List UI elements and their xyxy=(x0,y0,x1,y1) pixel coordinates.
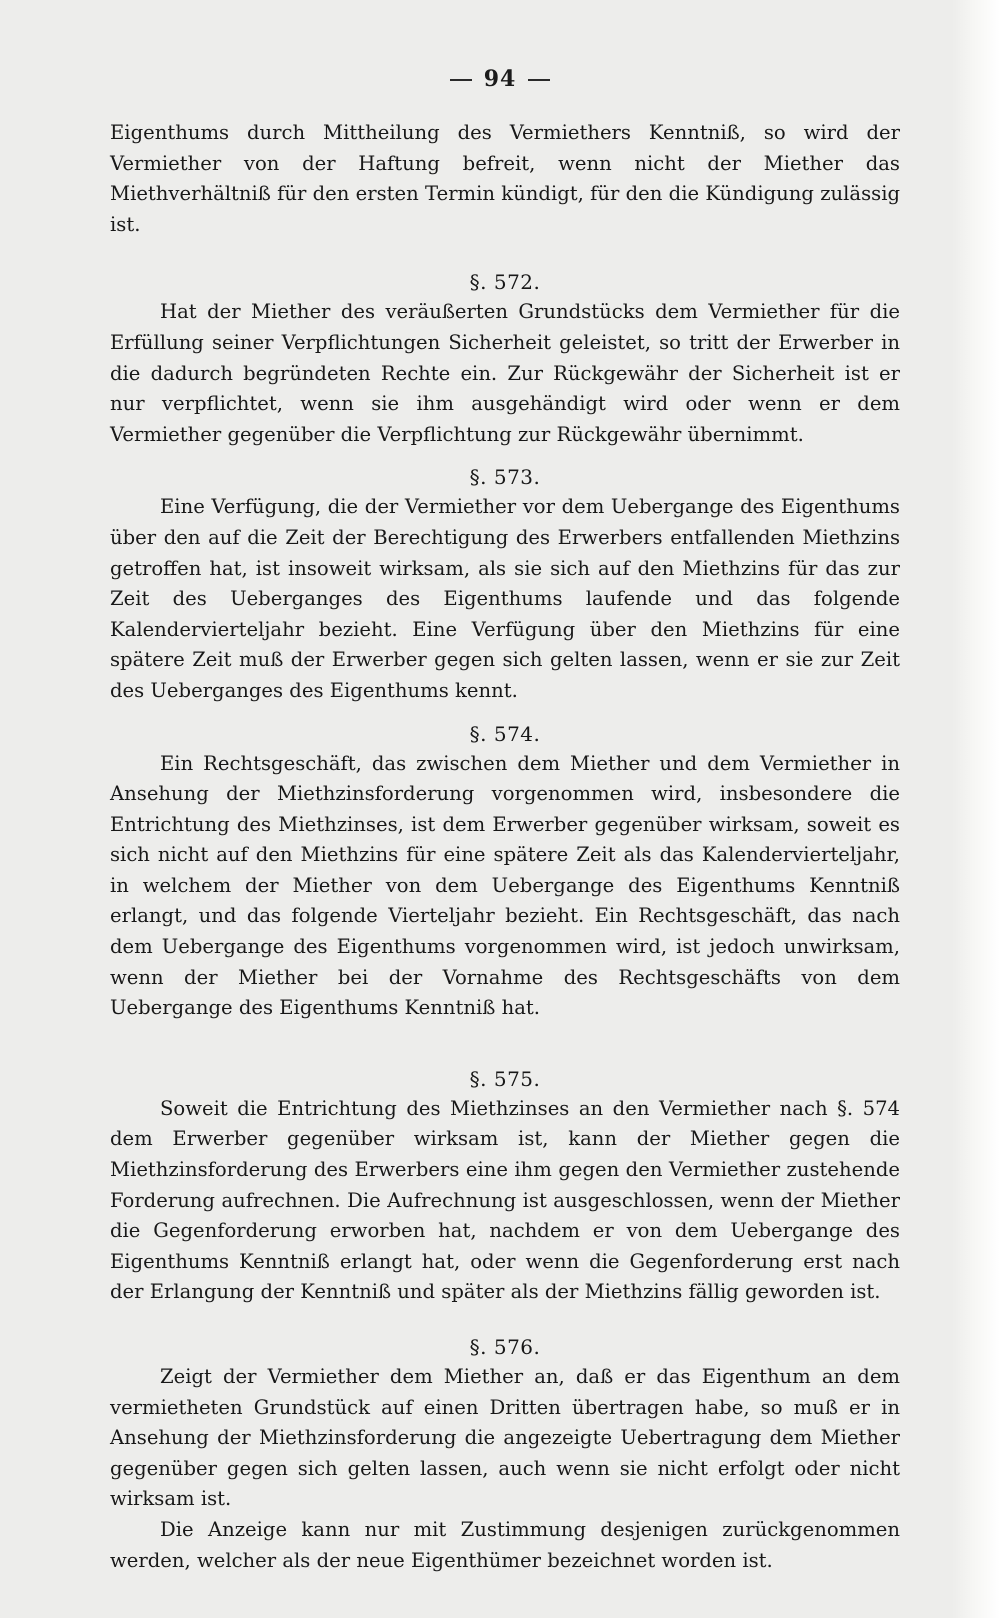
paragraph-575: Soweit die Entrichtung des Miethzinses an den Vermiether nach §. 574 dem Erwerber gegenüber wirksam ist, kann der Miether gegen die Miethzinsforderung des Erwerbers eine ihm gegen den Vermiether zustehende Forderung aufrechnen. Die Aufrechnung ist ausgeschlossen, wenn der Miether die Gegenforderung erworben hat, nachdem er von dem Uebergange des Eigenthums Kenntniß erlangt hat, oder wenn die Gegenforderung erst nach der Erlangung der Kenntniß und später als der Miethzins fällig geworden ist. xyxy=(110,1096,900,1304)
page-body xyxy=(110,118,900,1576)
page-header xyxy=(0,66,1000,92)
page-binding-edge xyxy=(952,0,1000,1618)
paragraph-576-second: Die Anzeige kann nur mit Zustimmung desjenigen zurückgenommen werden, welcher als der neue Eigenthümer bezeichnet worden ist. xyxy=(110,1517,900,1572)
paragraph-continued: Eigenthums durch Mittheilung des Vermiethers Kenntniß, so wird der Vermiether von der Haftung befreit, wenn nicht der Miether das Miethverhältniß für den ersten Termin kündigt, für den die Kündigung zulässig ist. xyxy=(110,121,900,236)
section-heading-576: §. 576. xyxy=(469,1335,541,1359)
section-heading-575: §. 575. xyxy=(469,1066,541,1091)
paragraph-576-first: Zeigt der Vermiether dem Miether an, daß er das Eigenthum an dem vermietheten Grundstück auf einen Dritten übertragen habe, so muß er in Ansehung der Miethzinsforderung die angezeigte Uebertragung dem Miether gegenüber gegen sich gelten lassen, auch wenn sie nicht erfolgt oder nicht wirksam ist. xyxy=(110,1365,900,1511)
header-dash-right xyxy=(528,79,550,81)
section-heading-572: §. 572. xyxy=(469,270,541,295)
header-dash-left xyxy=(450,79,472,81)
paragraph-574: Ein Rechtsgeschäft, das zwischen dem Miether und dem Vermiether in Ansehung der Miethzinsforderung vorgenommen wird, insbesondere die Entrichtung des Miethzinses, ist dem Erwerber gegenüber wirksam, soweit es sich nicht auf den Miethzins für eine spätere Zeit als das Kalendervierteljahr, in welchem der Miether von dem Uebergange des Eigenthums Kenntniß erlangt, und das folgende Vierteljahr bezieht. Ein Rechtsgeschäft, das nach dem Uebergange des Eigenthums vorgenommen wird, ist jedoch unwirksam, wenn der Miether bei der Vornahme des Rechtsgeschäfts von dem Uebergange des Eigenthums Kenntniß hat. xyxy=(110,751,900,1020)
paragraph-573: Eine Verfügung, die der Vermiether vor dem Uebergange des Eigenthums über den auf die Zeit der Berechtigung des Erwerbers entfallenden Miethzins getroffen hat, ist insoweit wirksam, als sie sich auf den Miethzins für das zur Zeit des Ueberganges des Eigenthums laufende und das folgende Kalendervierteljahr bezieht. Eine Verfügung über den Miethzins für eine spätere Zeit muß der Erwerber gegen sich gelten lassen, wenn er sie zur Zeit des Ueberganges des Eigenthums kennt. xyxy=(110,495,900,702)
page-number: 94 xyxy=(483,66,517,92)
paragraph-572: Hat der Miether des veräußerten Grundstücks dem Vermiether für die Erfüllung seiner Verpflichtungen Sicherheit geleistet, so tritt der Erwerber in die dadurch begründeten Rechte ein. Zur Rückgewähr der Sicherheit ist er nur verpflichtet, wenn sie ihm ausgehändigt wird oder wenn er dem Vermiether gegenüber die Verpflichtung zur Rückgewähr übernimmt. xyxy=(110,300,900,446)
section-heading-574: §. 574. xyxy=(469,721,541,746)
section-heading-573: §. 573. xyxy=(469,465,541,490)
